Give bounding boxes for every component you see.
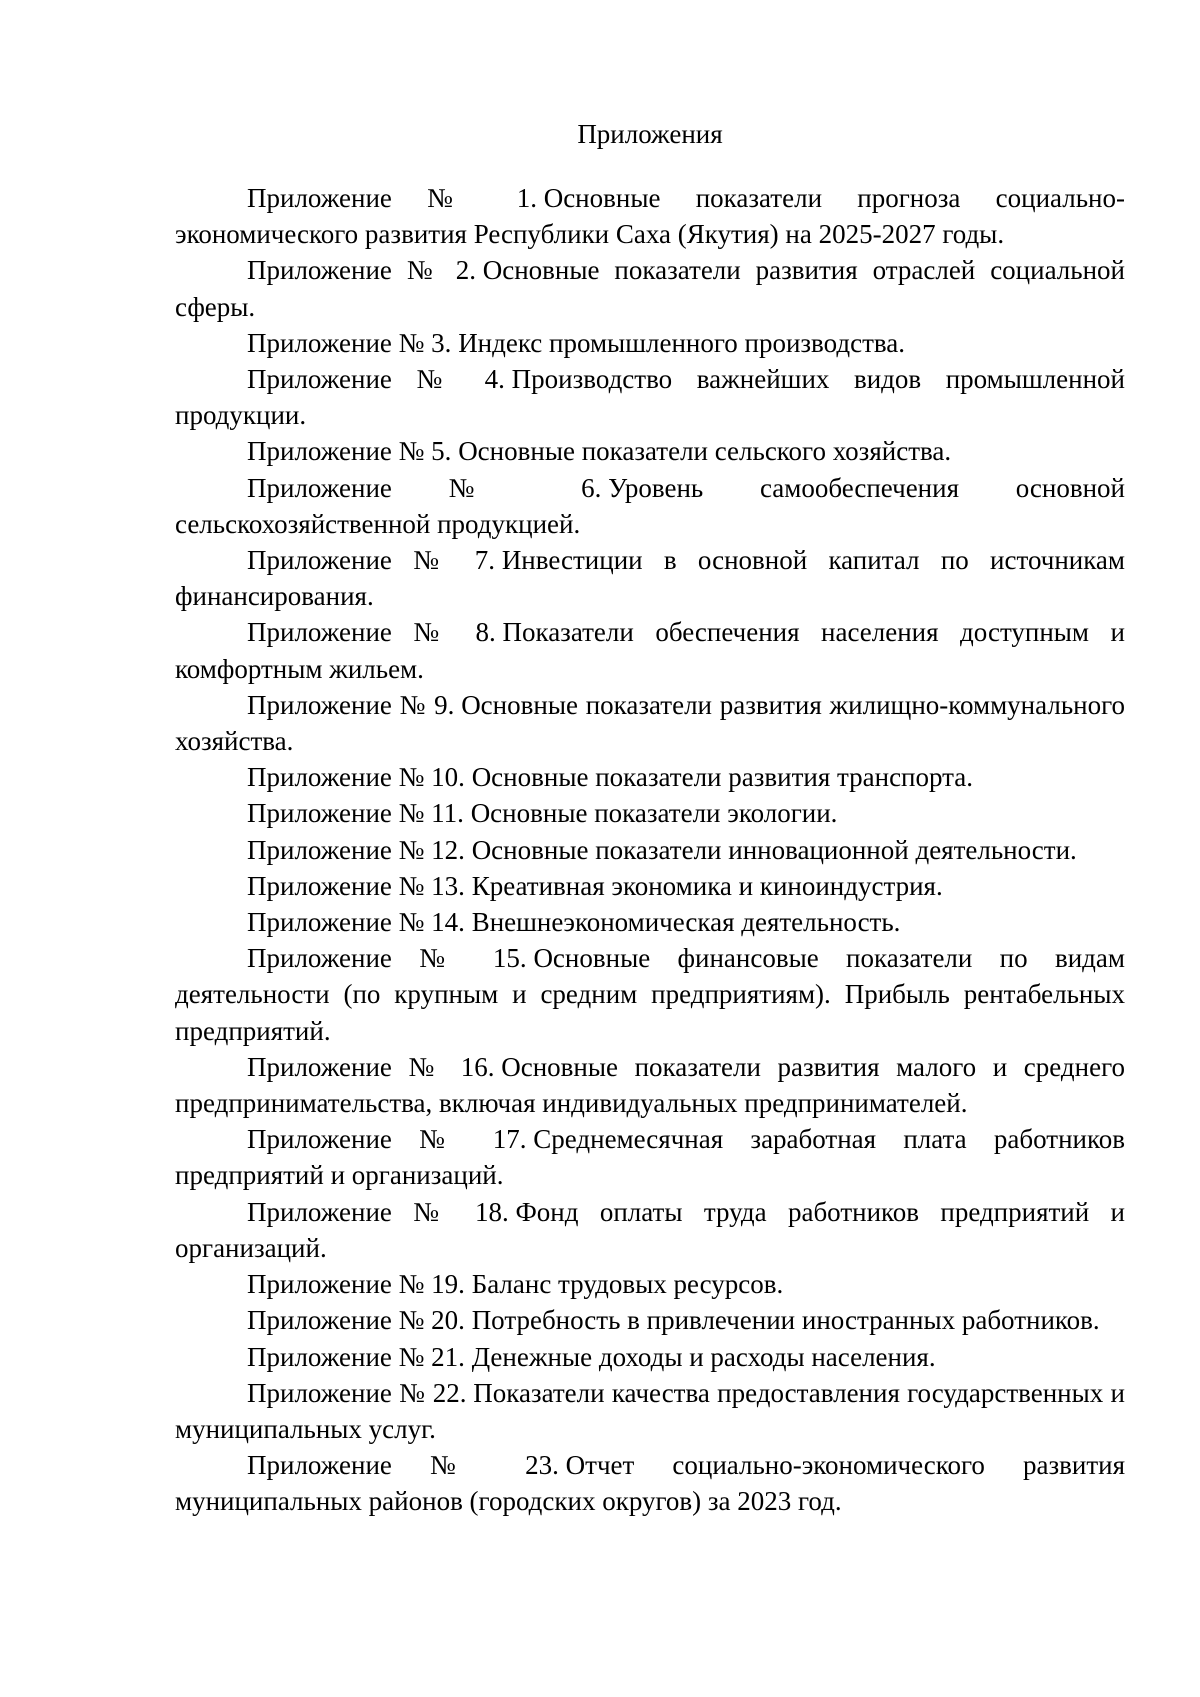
appendix-item-7 xyxy=(175,542,1125,614)
appendix-item-9 xyxy=(175,687,1125,759)
appendix-item-11 xyxy=(175,795,1125,831)
appendix-title: Основные показатели прогноза социально-экономического развития Республики Саха (Якутия) на 2025-2027 годы. xyxy=(175,183,1125,250)
appendix-item-12 xyxy=(175,832,1125,868)
appendix-title: Индекс промышленного производства. xyxy=(458,327,905,358)
appendix-number: Приложение № 19. xyxy=(247,1269,465,1300)
appendix-number: Приложение № 6. xyxy=(247,472,602,503)
appendix-title: Денежные доходы и расходы населения. xyxy=(471,1341,936,1372)
appendix-item-2 xyxy=(175,252,1125,324)
appendix-number: Приложение № 4. xyxy=(247,364,505,395)
appendix-title: Основные показатели развития отраслей социальной сферы. xyxy=(175,255,1125,322)
appendix-title: Производство важнейших видов промышленной продукции. xyxy=(175,364,1125,431)
appendix-item-6 xyxy=(175,470,1125,542)
appendix-item-13 xyxy=(175,868,1125,904)
appendix-title: Основные показатели сельского хозяйства. xyxy=(458,436,952,467)
appendix-number: Приложение № 7. xyxy=(247,545,496,576)
appendix-title: Среднемесячная заработная плата работников предприятий и организаций. xyxy=(175,1124,1125,1191)
appendix-item-18 xyxy=(175,1194,1125,1266)
appendix-number: Приложение № 16. xyxy=(247,1051,495,1082)
appendix-title: Основные показатели развития транспорта. xyxy=(471,762,974,793)
appendix-number: Приложение № 1. xyxy=(247,183,537,213)
appendix-item-15 xyxy=(175,940,1125,1049)
appendix-number: Приложение № 18. xyxy=(247,1196,509,1227)
appendix-number: Приложение № 20. xyxy=(247,1305,465,1336)
appendix-number: Приложение № 10. xyxy=(247,762,465,793)
appendix-number: Приложение № 3. xyxy=(247,327,452,358)
appendix-title: Основные показатели развития жилищно-коммунального хозяйства. xyxy=(175,689,1125,757)
appendix-title: Показатели качества предоставления государственных и муниципальных услуг. xyxy=(175,1377,1125,1444)
appendix-number: Приложение № 15. xyxy=(247,943,527,974)
appendix-item-20 xyxy=(175,1302,1125,1338)
appendix-number: Приложение № 14. xyxy=(247,907,465,938)
appendix-number: Приложение № 22. xyxy=(247,1377,467,1408)
appendix-title: Показатели обеспечения населения доступным и комфортным жильем. xyxy=(175,617,1125,684)
appendix-item-4 xyxy=(175,361,1125,433)
appendix-number: Приложение № 13. xyxy=(247,870,465,901)
appendix-item-14 xyxy=(175,904,1125,940)
appendix-number: Приложение № 9. xyxy=(247,689,455,720)
appendix-number: Приложение № 23. xyxy=(247,1450,559,1481)
appendix-item-5 xyxy=(175,433,1125,469)
appendix-item-10 xyxy=(175,759,1125,795)
appendix-title: Отчет социально-экономического развития муниципальных районов (городских округов) за 2023 год. xyxy=(175,1450,1125,1517)
appendix-item-16 xyxy=(175,1049,1125,1121)
appendix-title: Уровень самообеспечения основной сельскохозяйственной продукцией. xyxy=(175,472,1125,539)
appendix-number: Приложение № 2. xyxy=(247,255,476,286)
appendix-item-1 xyxy=(175,180,1125,252)
appendix-number: Приложение № 5. xyxy=(247,436,452,467)
appendix-title: Основные показатели инновационной деятельности. xyxy=(471,834,1077,865)
appendix-list xyxy=(175,180,1125,1520)
appendix-number: Приложение № 17. xyxy=(247,1124,527,1155)
appendix-number: Приложение № 12. xyxy=(247,834,465,865)
appendix-title: Баланс трудовых ресурсов. xyxy=(471,1269,784,1300)
appendix-title: Основные показатели развития малого и среднего предпринимательства, включая индивидуальных предпринимателей. xyxy=(175,1051,1125,1119)
appendix-title: Креативная экономика и киноиндустрия. xyxy=(471,870,943,901)
appendix-title: Основные финансовые показатели по видам деятельности (по крупным и средним предприятиям). Прибыль рентабельных предприятий. xyxy=(175,943,1125,1046)
appendix-number: Приложение № 11. xyxy=(247,798,464,829)
appendix-item-22 xyxy=(175,1375,1125,1447)
appendix-item-8 xyxy=(175,614,1125,686)
appendix-title: Инвестиции в основной капитал по источникам финансирования. xyxy=(175,545,1125,612)
appendix-number: Приложение № 8. xyxy=(247,617,496,648)
appendix-title: Потребность в привлечении иностранных работников. xyxy=(471,1305,1100,1336)
page-title: Приложения xyxy=(577,119,723,149)
appendix-title: Основные показатели экологии. xyxy=(470,798,838,829)
appendix-title: Внешнеэкономическая деятельность. xyxy=(471,907,901,938)
appendix-item-3 xyxy=(175,325,1125,361)
appendix-number: Приложение № 21. xyxy=(247,1341,465,1372)
appendix-title: Фонд оплаты труда работников предприятий и организаций. xyxy=(175,1196,1125,1263)
appendix-item-23 xyxy=(175,1447,1125,1519)
appendix-item-21 xyxy=(175,1339,1125,1375)
appendix-item-17 xyxy=(175,1121,1125,1193)
appendix-item-19 xyxy=(175,1266,1125,1302)
